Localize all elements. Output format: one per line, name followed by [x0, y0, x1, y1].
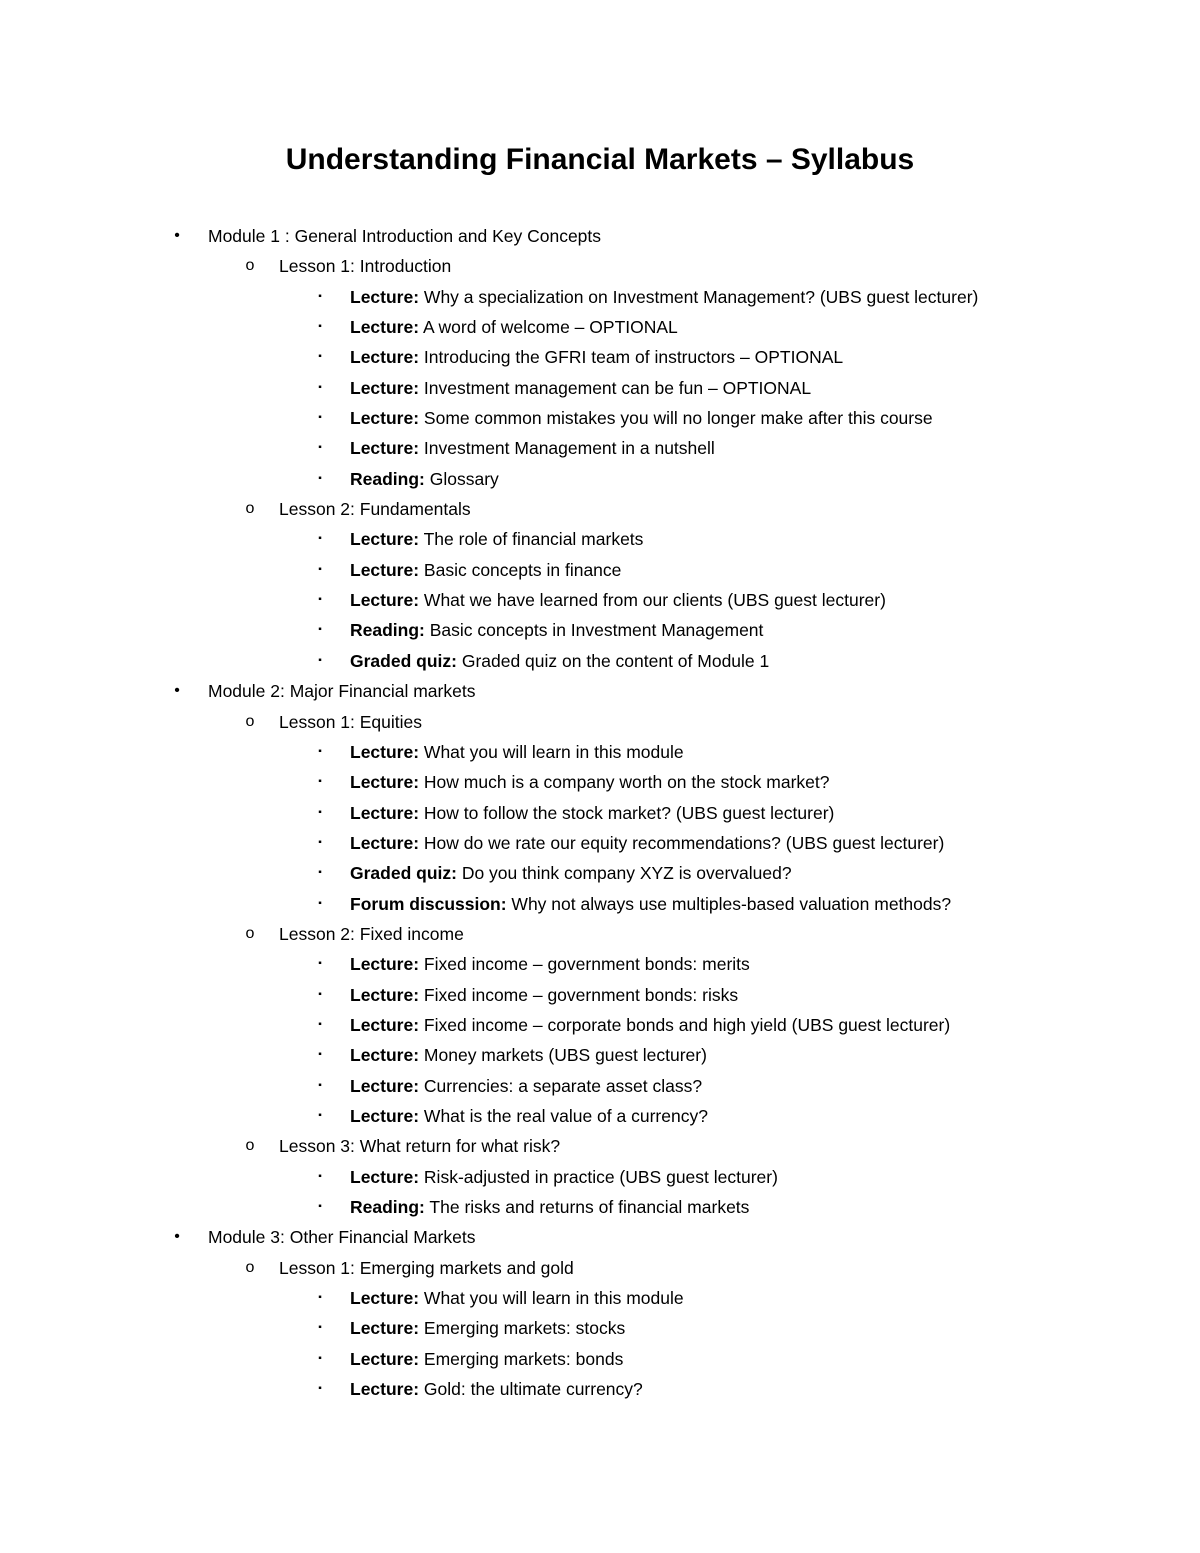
item-title: Basic concepts in Investment Management: [429, 620, 764, 641]
activity-item-text: [350, 980, 738, 1010]
item-title: Money markets (UBS guest lecturer): [423, 1045, 707, 1066]
item-title: Introducing the GFRI team of instructors – OPTIONAL: [423, 347, 844, 368]
module-item-text: Module 1 : General Introduction and Key Concepts: [208, 226, 602, 246]
square-bullet-icon: ▪: [318, 1201, 322, 1212]
circle-bullet-icon: o: [245, 712, 255, 730]
lesson-item-text: Lesson 3: What return for what risk?: [279, 1136, 561, 1157]
item-type-label: Lecture:: [350, 1014, 420, 1035]
item-type-label: Lecture:: [350, 1379, 420, 1400]
module-item-text: Module 2: Major Financial markets: [208, 681, 476, 702]
item-title: A word of welcome – OPTIONAL: [422, 317, 678, 338]
square-bullet-icon: ▪: [318, 836, 322, 848]
item-type-label: Lecture:: [350, 347, 420, 368]
item-type-label: Lecture:: [350, 1348, 420, 1369]
activity-item-text: [350, 1162, 778, 1192]
square-bullet-icon: ▪: [318, 1049, 322, 1061]
module-item: [0, 676, 1200, 706]
item-type-label: Lecture:: [350, 984, 420, 1005]
item-type-label: Reading:: [350, 1197, 425, 1217]
page-title: Understanding Financial Markets – Syllabus: [285, 143, 915, 176]
module-item-text: Module 3: Other Financial Markets: [208, 1227, 476, 1248]
item-type-label: Lecture:: [350, 1045, 420, 1066]
item-type-label: Lecture:: [350, 559, 420, 580]
item-type-label: Lecture:: [350, 377, 420, 398]
square-bullet-icon: ▪: [318, 867, 322, 879]
activity-item: [0, 1313, 1200, 1343]
activity-item-text: [350, 1344, 623, 1374]
activity-item: [0, 585, 1200, 615]
item-type-label: Lecture:: [350, 590, 420, 611]
activity-item: [0, 615, 1200, 645]
item-type-label: Lecture:: [350, 954, 420, 975]
item-title: Investment Management in a nutshell: [423, 438, 715, 459]
activity-item: [0, 342, 1200, 372]
activity-item-text: [350, 737, 684, 767]
activity-item-text: [350, 1313, 625, 1343]
item-title: Gold: the ultimate currency?: [423, 1379, 643, 1400]
activity-item-text: [350, 433, 715, 463]
item-title: What we have learned from our clients (UBS guest lecturer): [423, 590, 886, 611]
item-title: Some common mistakes you will no longer make after this course: [423, 408, 933, 429]
item-title: Why not always use multiples-based valuation methods?: [511, 893, 952, 914]
square-bullet-icon: ▪: [318, 1079, 322, 1091]
activity-item: [0, 798, 1200, 828]
item-title: How much is a company worth on the stock market?: [423, 772, 830, 793]
activity-item-text: [350, 828, 944, 858]
item-title: The role of financial markets: [423, 529, 644, 550]
square-bullet-icon: ▪: [318, 290, 322, 302]
item-type-label: Lecture:: [350, 802, 420, 823]
square-bullet-icon: ▪: [318, 1322, 322, 1334]
activity-item-text: [350, 282, 978, 312]
square-bullet-icon: ▪: [318, 897, 322, 909]
square-bullet-icon: ▪: [318, 472, 322, 484]
item-type-label: Lecture:: [350, 741, 420, 762]
activity-item: [0, 403, 1200, 433]
item-title: Risk-adjusted in practice (UBS guest lecturer): [423, 1166, 778, 1187]
activity-item: [0, 858, 1200, 888]
lesson-item-text: Lesson 1: Introduction: [279, 256, 452, 277]
bullet-icon: •: [174, 1228, 180, 1246]
lesson-item-text: Lesson 1: Equities: [279, 711, 423, 732]
square-bullet-icon: ▪: [318, 1170, 322, 1182]
item-title: What is the real value of a currency?: [423, 1105, 708, 1126]
item-type-label: Lecture:: [350, 772, 420, 793]
activity-item-text: [350, 858, 792, 888]
item-type-label: Lecture:: [350, 1166, 420, 1187]
item-title: Basic concepts in finance: [423, 559, 622, 580]
activity-item-text: [350, 1192, 749, 1222]
activity-item: [0, 282, 1200, 312]
activity-item: [0, 1283, 1200, 1313]
activity-item-text: [350, 1071, 702, 1101]
lesson-item: [0, 251, 1200, 281]
module-item: [0, 221, 1200, 251]
square-bullet-icon: ▪: [318, 381, 322, 393]
square-bullet-icon: ▪: [318, 1018, 322, 1030]
square-bullet-icon: ▪: [318, 563, 322, 575]
activity-item-text: [350, 889, 951, 919]
item-title: What you will learn in this module: [423, 1288, 684, 1309]
lesson-item: [0, 494, 1200, 524]
item-title: Do you think company XYZ is overvalued?: [461, 863, 792, 884]
item-title: Emerging markets: stocks: [423, 1318, 626, 1339]
item-type-label: Lecture:: [350, 1075, 420, 1096]
activity-item-text: [350, 524, 643, 554]
circle-bullet-icon: o: [245, 924, 255, 942]
item-type-label: Lecture:: [350, 438, 420, 459]
activity-item-text: [350, 1010, 950, 1040]
item-title: Investment management can be fun – OPTIONAL: [423, 377, 812, 398]
lesson-item: [0, 1131, 1200, 1161]
activity-item-text: [350, 342, 843, 372]
activity-item: [0, 1071, 1200, 1101]
lesson-item: [0, 1253, 1200, 1283]
activity-item: [0, 949, 1200, 979]
item-title: Fixed income – corporate bonds and high yield (UBS guest lecturer): [423, 1014, 951, 1035]
lesson-item-text: Lesson 2: Fundamentals: [279, 499, 471, 520]
item-title: Why a specialization on Investment Management? (UBS guest lecturer): [423, 286, 979, 307]
circle-bullet-icon: o: [245, 1258, 255, 1276]
item-type-label: Lecture:: [350, 1105, 420, 1126]
square-bullet-icon: ▪: [318, 806, 322, 818]
activity-item-text: [350, 585, 886, 615]
square-bullet-icon: ▪: [318, 412, 322, 424]
activity-item-text: [350, 615, 763, 645]
item-type-label: Forum discussion:: [350, 893, 507, 914]
square-bullet-icon: ▪: [318, 351, 322, 363]
item-title: Emerging markets: bonds: [423, 1348, 624, 1369]
bullet-icon: •: [174, 682, 180, 700]
item-title: Currencies: a separate asset class?: [423, 1075, 703, 1096]
activity-item: [0, 1374, 1200, 1404]
activity-item-text: [350, 1283, 684, 1313]
item-type-label: Reading:: [350, 620, 425, 641]
square-bullet-icon: ▪: [318, 745, 322, 757]
square-bullet-icon: ▪: [318, 1292, 322, 1304]
activity-item-text: [350, 373, 811, 403]
activity-item: [0, 373, 1200, 403]
square-bullet-icon: ▪: [318, 988, 322, 1000]
activity-item-text: [350, 767, 830, 797]
activity-item-text: [350, 403, 933, 433]
activity-item: [0, 646, 1200, 676]
square-bullet-icon: ▪: [318, 442, 322, 454]
item-type-label: Lecture:: [350, 317, 420, 338]
activity-item: [0, 1162, 1200, 1192]
item-type-label: Lecture:: [350, 1288, 420, 1309]
item-title: Fixed income – government bonds: merits: [423, 954, 750, 975]
activity-item: [0, 1040, 1200, 1070]
lesson-item-text: Lesson 1: Emerging markets and gold: [279, 1257, 574, 1278]
item-type-label: Lecture:: [350, 529, 420, 550]
lesson-item: [0, 919, 1200, 949]
activity-item-text: [350, 464, 499, 494]
item-type-label: Lecture:: [350, 832, 420, 853]
square-bullet-icon: ▪: [318, 533, 322, 545]
activity-item-text: [350, 646, 769, 676]
activity-item: [0, 889, 1200, 919]
square-bullet-icon: ▪: [318, 1352, 322, 1364]
activity-item: [0, 433, 1200, 463]
activity-item-text: [350, 1101, 708, 1131]
square-bullet-icon: ▪: [318, 958, 322, 970]
bullet-icon: •: [174, 227, 180, 244]
activity-item-text: [350, 555, 621, 585]
square-bullet-icon: ▪: [318, 321, 322, 333]
item-title: Graded quiz on the content of Module 1: [461, 650, 770, 671]
square-bullet-icon: ▪: [318, 594, 322, 606]
activity-item: [0, 737, 1200, 767]
item-type-label: Graded quiz:: [350, 650, 457, 671]
activity-item-text: [350, 312, 678, 342]
item-title: How to follow the stock market? (UBS guest lecturer): [423, 802, 835, 823]
activity-item: [0, 312, 1200, 342]
item-type-label: Lecture:: [350, 408, 420, 429]
item-title: What you will learn in this module: [423, 741, 684, 762]
item-type-label: Graded quiz:: [350, 863, 457, 884]
item-title: The risks and returns of financial markets: [429, 1197, 750, 1217]
activity-item: [0, 1101, 1200, 1131]
activity-item: [0, 1344, 1200, 1374]
lesson-item: [0, 707, 1200, 737]
activity-item-text: [350, 1040, 707, 1070]
activity-item: [0, 555, 1200, 585]
item-type-label: Lecture:: [350, 286, 420, 307]
activity-item: [0, 1010, 1200, 1040]
activity-item-text: [350, 1374, 643, 1404]
square-bullet-icon: ▪: [318, 776, 322, 788]
square-bullet-icon: ▪: [318, 1109, 322, 1121]
circle-bullet-icon: o: [245, 1137, 255, 1155]
lesson-item-text: Lesson 2: Fixed income: [279, 923, 464, 944]
syllabus-outline: [0, 221, 1200, 1404]
item-type-label: Reading:: [350, 468, 425, 489]
activity-item: [0, 980, 1200, 1010]
activity-item-text: [350, 949, 750, 979]
circle-bullet-icon: o: [245, 500, 255, 518]
square-bullet-icon: ▪: [318, 1383, 322, 1395]
activity-item: [0, 1192, 1200, 1222]
activity-item-text: [350, 798, 834, 828]
item-title: Glossary: [429, 468, 499, 489]
item-title: Fixed income – government bonds: risks: [423, 984, 739, 1005]
activity-item: [0, 828, 1200, 858]
circle-bullet-icon: o: [245, 257, 255, 275]
activity-item: [0, 524, 1200, 554]
item-type-label: Lecture:: [350, 1318, 420, 1339]
item-title: How do we rate our equity recommendations? (UBS guest lecturer): [423, 832, 945, 853]
activity-item: [0, 767, 1200, 797]
activity-item: [0, 464, 1200, 494]
module-item: [0, 1222, 1200, 1252]
square-bullet-icon: ▪: [318, 624, 322, 636]
square-bullet-icon: ▪: [318, 654, 322, 666]
